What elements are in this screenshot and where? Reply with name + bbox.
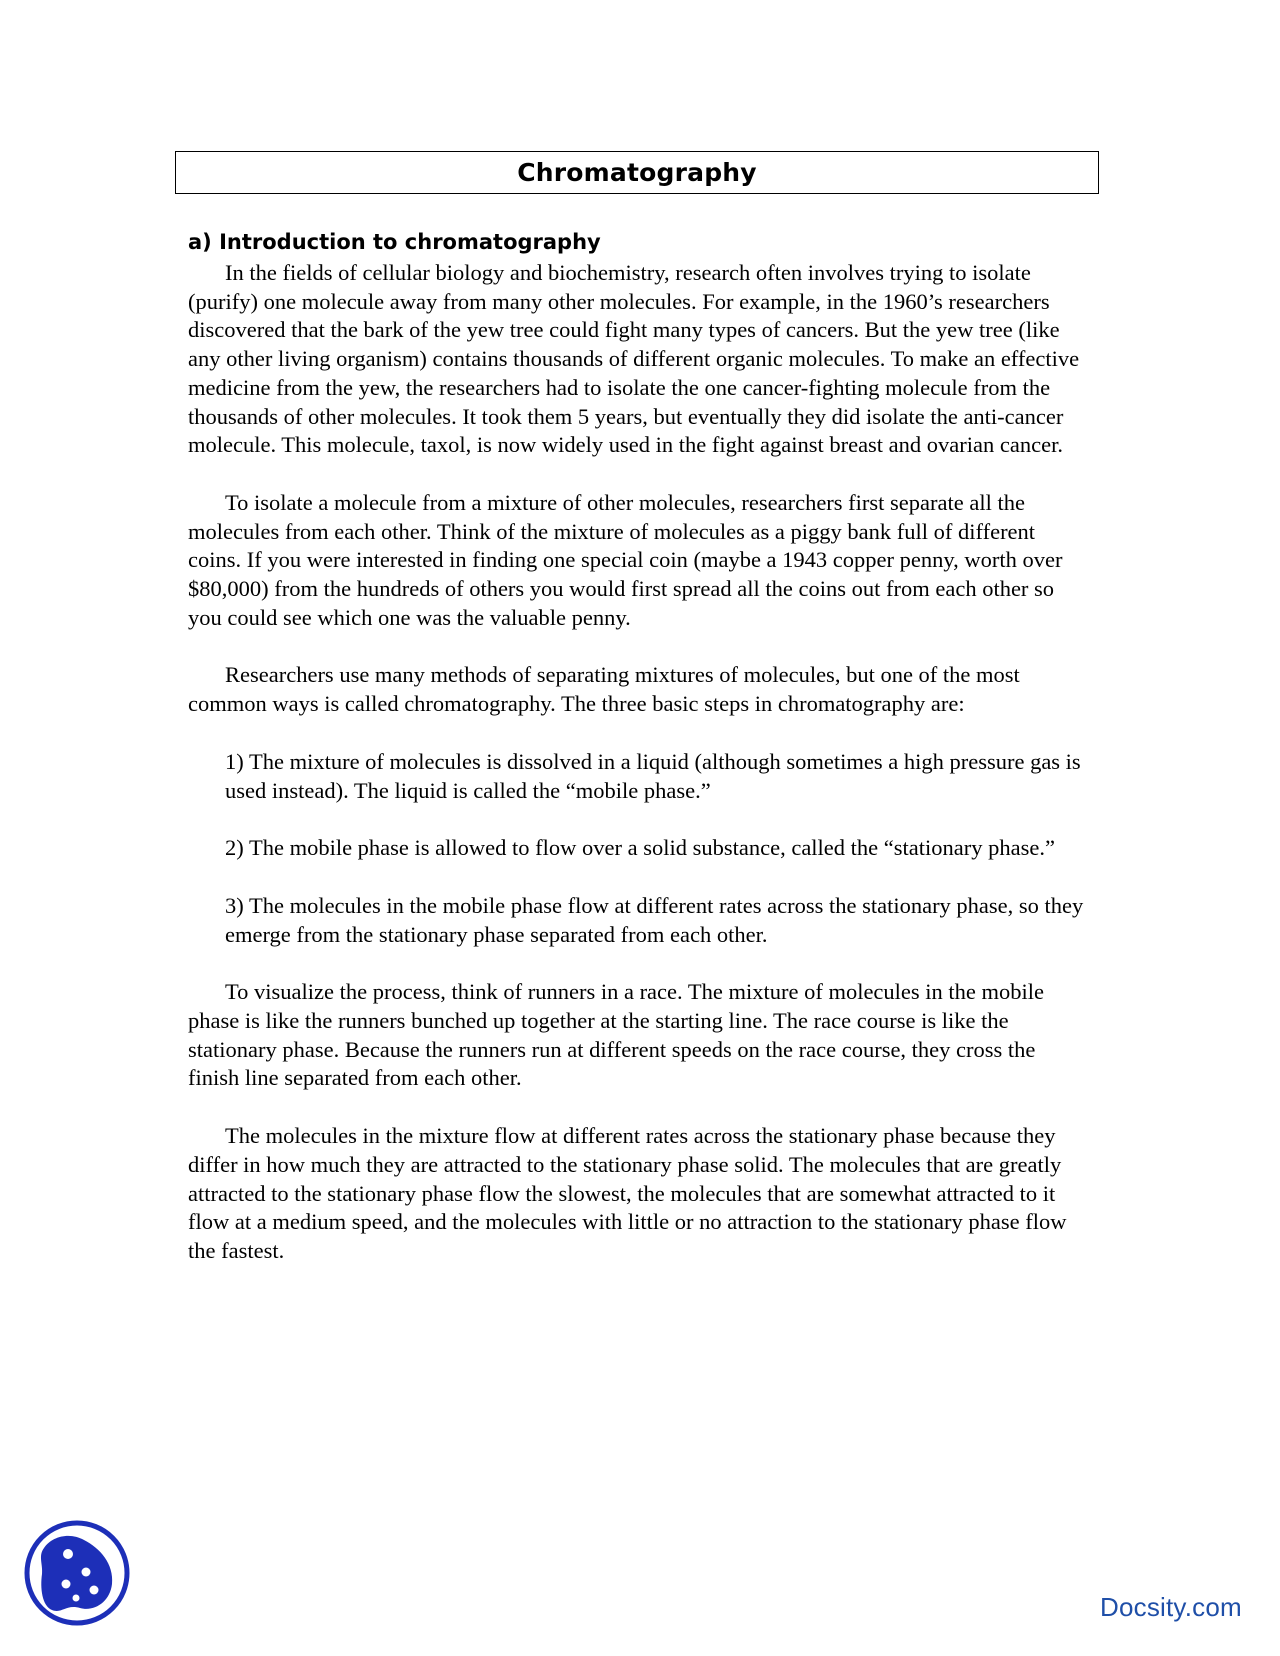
page-title: Chromatography	[517, 158, 757, 187]
paragraph-isolation: To isolate a molecule from a mixture of other molecules, researchers first separate all the molecules from each other. Think of the mixture of molecules as a piggy bank full of different coins. If you were interested in finding one special coin (maybe a 1943 copper penny, worth over $80,000) from the hundreds of others you would first spread all the coins out from each other so you could see which one was the valuable penny.	[188, 489, 1063, 630]
step-item: 3) The molecules in the mobile phase flow at different rates across the stationary phase, so they emerge from the stationary phase separated from each other.	[225, 892, 1084, 947]
docsity-brand-link[interactable]: Docsity.com	[1100, 1592, 1242, 1622]
section-heading: a) Introduction to chromatography	[188, 230, 601, 254]
title-box	[175, 151, 1099, 194]
paragraph-attraction: The molecules in the mixture flow at different rates across the stationary phase because they differ in how much they are attracted to the stationary phase solid. The molecules that are greatly attracted to the stationary phase flow the slowest, the molecules that are somewhat attracted to it flow at a medium speed, and the molecules with little or no attraction to the stationary phase flow the fastest.	[188, 1123, 1067, 1263]
step-item: 2) The mobile phase is allowed to flow over a solid substance, called the “stationary phase.”	[225, 835, 1055, 861]
paragraph-intro: In the fields of cellular biology and biochemistry, research often involves trying to isolate (purify) one molecule away from many other molecules. For example, in the 1960’s researchers discovered that the bark of the yew tree could fight many types of cancers. But the yew tree (like any other living organism) contains thousands of different organic molecules. To make an effective medicine from the yew, the researchers had to isolate the one cancer-fighting molecule from the thousands of other molecules. It took them 5 years, but eventually they did isolate the anti-cancer molecule. This molecule, taxol, is now widely used in the fight against breast and ovarian cancer.	[188, 260, 1080, 458]
paragraph-race-analogy: To visualize the process, think of runners in a race. The mixture of molecules in the mobile phase is like the runners bunched up together at the starting line. The race course is like the stationary phase. Because the runners run at different speeds on the race course, they cross the finish line separated from each other.	[188, 979, 1045, 1091]
step-item: 1) The mixture of molecules is dissolved in a liquid (although sometimes a high pressure gas is used instead). The liquid is called the “mobile phase.”	[225, 748, 1081, 803]
steps-list	[188, 748, 1088, 950]
docsity-logo-icon	[22, 1518, 132, 1628]
document-body	[188, 229, 1088, 1295]
paragraph-methods: Researchers use many methods of separating mixtures of molecules, but one of the most common ways is called chromatography. The three basic steps in chromatography are:	[188, 662, 1020, 717]
